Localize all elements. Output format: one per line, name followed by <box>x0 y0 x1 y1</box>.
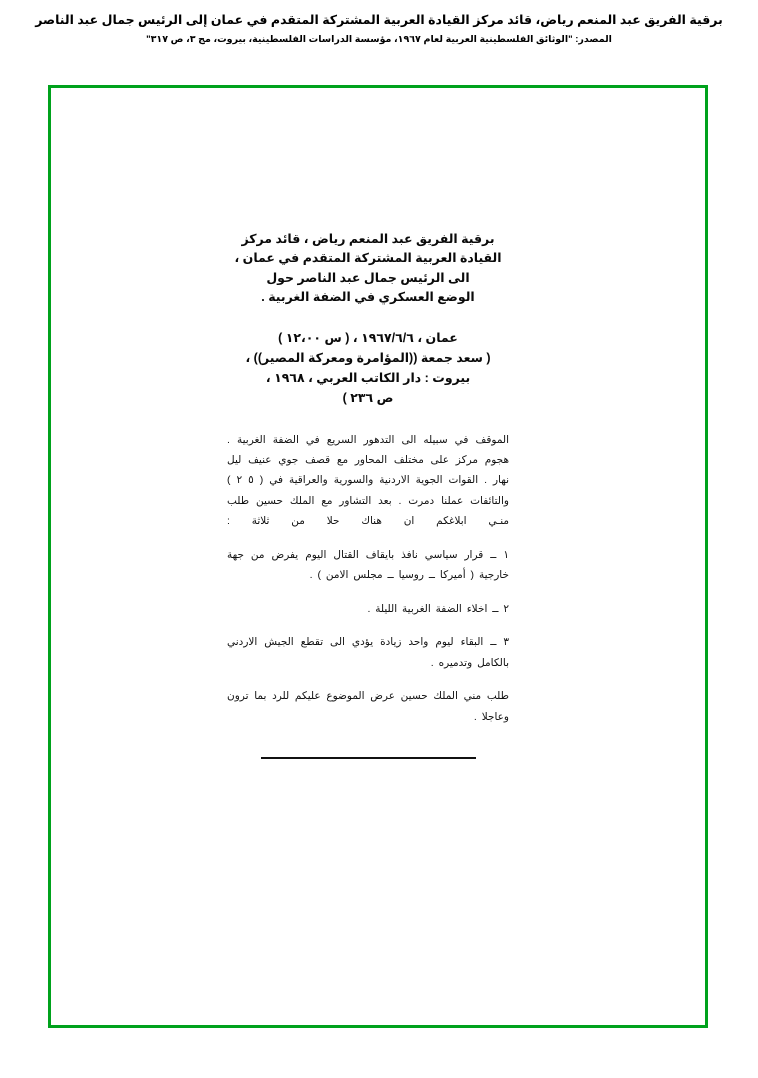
scan-text-column <box>227 230 509 759</box>
reference-line: ( سعد جمعة ((المؤامرة ومعركة المصير)) ، <box>245 350 491 365</box>
document-header <box>0 0 758 46</box>
scanned-page-content <box>51 88 705 1025</box>
body-paragraph-closing: طلب مني الملك حسين عرض الموضوع عليكم للرد بما ترون وعاجلا . <box>227 690 509 723</box>
body-paragraph-item-1: ١ ــ قرار سياسي نافذ بايقاف القتال اليوم يفرض من جهة خارجية ( أميركا ــ روسيا ــ مجلس الامن ) . <box>227 548 509 582</box>
body-paragraph: الموقف في سبيله الى التدهور السريع في الضفة الغربية . هجوم مركز على مختلف المحاور مع قصف جوي عنيف ليل نهار . القوات الجوية الاردنية والسورية والعراقية في ( ٥ ٢ ) والتائفات عملنا دمرت . بعد التشاور مع الملك حسين طلب منـي ابلاغكم ان هناك حلا من ثلاثة : <box>227 433 510 528</box>
body-paragraph-item-3: ٣ ــ البقاء ليوم واحد زيادة يؤدي الى تقطع الجيش الاردني بالكامل وتدميره . <box>227 636 509 669</box>
horizontal-rule <box>261 757 476 759</box>
document-source: المصدر: "الوثائق الفلسطينية العربية لعام ١٩٦٧، مؤسسة الدراسات الفلسطينية، بيروت، مج ٣، ص ٣١٧" <box>146 33 612 45</box>
headnote-line: الى الرئيس جمال عبد الناصر حول <box>266 270 470 285</box>
document-title: برقية الفريق عبد المنعم رياض، قائد مركز القيادة العربية المشتركة المتقدم في عمان إلى الرئيس جمال عبد الناصر <box>35 13 723 27</box>
reference-line: ص ٢٣٦ ) <box>342 390 394 405</box>
headnote-line: الوضع العسكري في الضفة الغربية . <box>261 290 475 305</box>
headnote-line: القيادة العربية المشتركة المتقدم في عمان ، <box>234 251 502 266</box>
body-paragraph-item-2: ٢ ــ اخلاء الضفة الغربية الليلة . <box>367 602 509 615</box>
telegram-headnote <box>227 230 509 308</box>
scanned-page-frame <box>48 85 708 1028</box>
reference-line: عمان ، ١٩٦٧/٦/٦ ، ( س ١٢،٠٠ ) <box>278 330 458 345</box>
telegram-body <box>227 430 509 728</box>
telegram-reference <box>227 328 509 408</box>
reference-line: بيروت : دار الكاتب العربي ، ١٩٦٨ ، <box>265 370 471 385</box>
headnote-line: برقية الفريق عبد المنعم رياض ، قائد مركز <box>241 232 495 246</box>
